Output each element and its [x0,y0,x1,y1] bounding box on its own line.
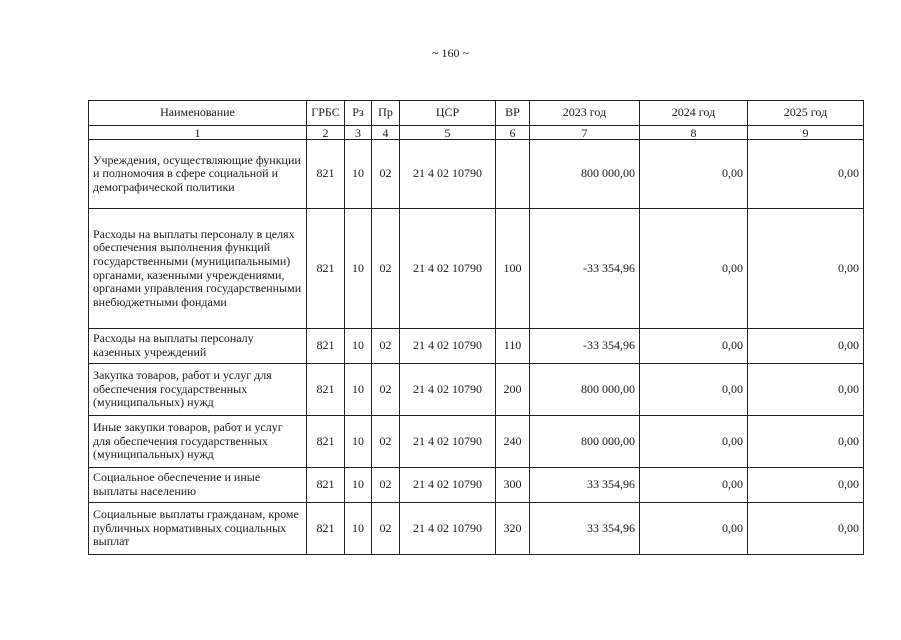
row-2023: 800 000,00 [530,140,640,209]
table-row [89,140,864,209]
row-vr: 110 [496,329,530,364]
row-2025: 0,00 [748,329,864,364]
row-grbs: 821 [307,329,345,364]
row-2025: 0,00 [748,503,864,555]
row-2023: -33 354,96 [530,329,640,364]
row-2024: 0,00 [640,468,748,503]
column-number-row [89,126,864,140]
column-number: 4 [372,126,400,140]
row-2025: 0,00 [748,209,864,329]
row-2024: 0,00 [640,416,748,468]
table-row [89,209,864,329]
row-name: Расходы на выплаты персоналу в целях обеспечения выполнения функций государственными (муниципальными) органами, казенными учреждениями, органами управления государственными внебюджетными фондами [89,209,307,329]
table-row [89,329,864,364]
row-2023: 800 000,00 [530,416,640,468]
row-grbs: 821 [307,468,345,503]
column-number: 1 [89,126,307,140]
row-rz: 10 [345,416,372,468]
row-2025: 0,00 [748,468,864,503]
row-rz: 10 [345,503,372,555]
row-pr: 02 [372,468,400,503]
row-csr: 21 4 02 10790 [400,364,496,416]
row-grbs: 821 [307,209,345,329]
row-2025: 0,00 [748,140,864,209]
row-grbs: 821 [307,416,345,468]
column-number: 7 [530,126,640,140]
row-grbs: 821 [307,140,345,209]
row-name: Социальные выплаты гражданам, кроме публичных нормативных социальных выплат [89,503,307,555]
header-2024: 2024 год [640,101,748,126]
row-rz: 10 [345,329,372,364]
table-row [89,503,864,555]
header-name: Наименование [89,101,307,126]
column-number: 2 [307,126,345,140]
row-vr: 100 [496,209,530,329]
budget-table [88,100,864,555]
column-number: 9 [748,126,864,140]
row-2023: 33 354,96 [530,503,640,555]
row-name: Закупка товаров, работ и услуг для обеспечения государственных (муниципальных) нужд [89,364,307,416]
header-rz: Рз [345,101,372,126]
row-2024: 0,00 [640,503,748,555]
row-name: Расходы на выплаты персоналу казенных учреждений [89,329,307,364]
column-number: 6 [496,126,530,140]
row-pr: 02 [372,140,400,209]
page-number: ~ 160 ~ [432,46,469,60]
row-vr: 320 [496,503,530,555]
row-rz: 10 [345,468,372,503]
header-vr: ВР [496,101,530,126]
row-csr: 21 4 02 10790 [400,503,496,555]
row-csr: 21 4 02 10790 [400,416,496,468]
row-2024: 0,00 [640,329,748,364]
table-row [89,468,864,503]
row-2023: 33 354,96 [530,468,640,503]
header-csr: ЦСР [400,101,496,126]
column-number: 3 [345,126,372,140]
row-2024: 0,00 [640,209,748,329]
header-2025: 2025 год [748,101,864,126]
row-rz: 10 [345,209,372,329]
row-2025: 0,00 [748,416,864,468]
row-name: Учреждения, осуществляющие функции и полномочия в сфере социальной и демографической политики [89,140,307,209]
row-csr: 21 4 02 10790 [400,140,496,209]
header-row [89,101,864,126]
row-2024: 0,00 [640,364,748,416]
row-csr: 21 4 02 10790 [400,209,496,329]
row-name: Иные закупки товаров, работ и услуг для обеспечения государственных (муниципальных) нужд [89,416,307,468]
header-2023: 2023 год [530,101,640,126]
row-2023: -33 354,96 [530,209,640,329]
row-pr: 02 [372,416,400,468]
header-grbs: ГРБС [307,101,345,126]
row-2024: 0,00 [640,140,748,209]
column-number: 5 [400,126,496,140]
row-pr: 02 [372,503,400,555]
row-vr: 200 [496,364,530,416]
column-number: 8 [640,126,748,140]
row-grbs: 821 [307,364,345,416]
row-rz: 10 [345,364,372,416]
row-vr [496,140,530,209]
row-rz: 10 [345,140,372,209]
row-2025: 0,00 [748,364,864,416]
row-csr: 21 4 02 10790 [400,329,496,364]
row-grbs: 821 [307,503,345,555]
row-2023: 800 000,00 [530,364,640,416]
row-pr: 02 [372,209,400,329]
row-csr: 21 4 02 10790 [400,468,496,503]
header-pr: Пр [372,101,400,126]
row-pr: 02 [372,329,400,364]
row-vr: 240 [496,416,530,468]
row-name: Социальное обеспечение и иные выплаты населению [89,468,307,503]
row-pr: 02 [372,364,400,416]
row-vr: 300 [496,468,530,503]
table-row [89,364,864,416]
table-row [89,416,864,468]
